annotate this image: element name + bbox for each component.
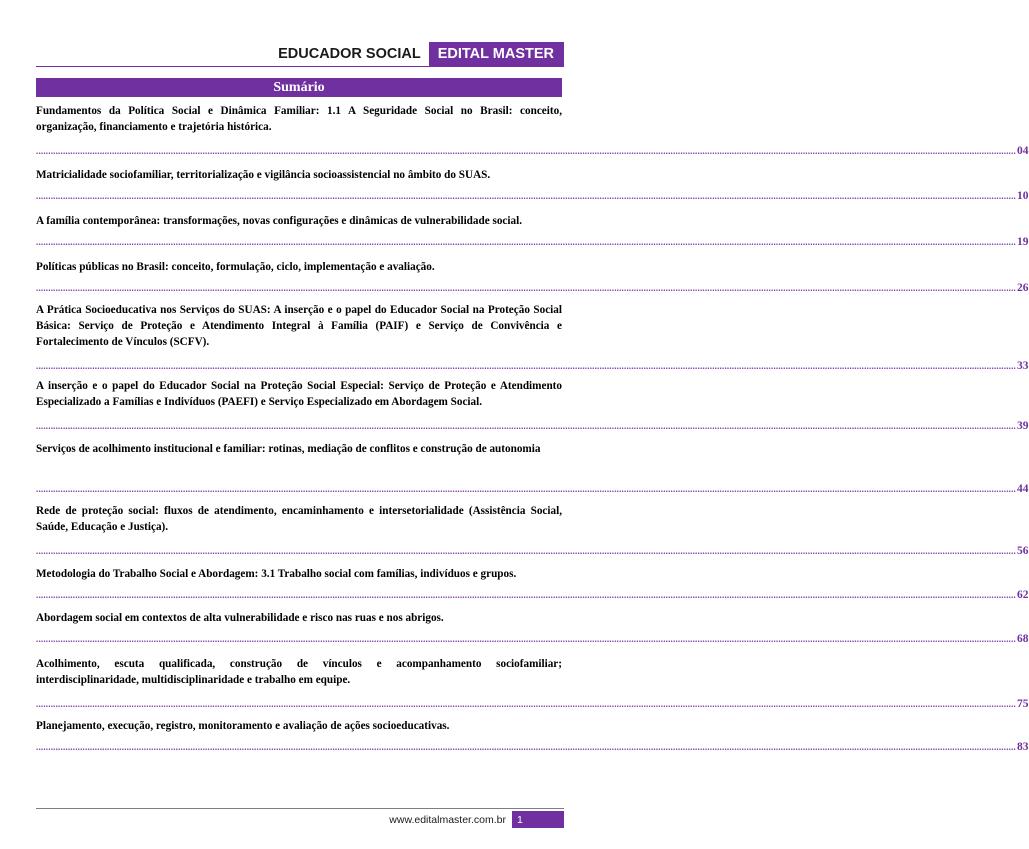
toc-entry-title: Metodologia do Trabalho Social e Abordagem: 3.1 Trabalho social com famílias, indivíduos e grupos. bbox=[36, 568, 517, 580]
toc-page-number: 19 bbox=[1017, 236, 1029, 248]
toc-entry-title: Planejamento, execução, registro, monitoramento e avaliação de ações socioeducativas. bbox=[36, 720, 450, 732]
toc-dot-leader: ................................................................................................................................................................................................................................................................................................................................................................................................................ bbox=[36, 146, 1016, 156]
toc-entry[interactable] bbox=[36, 503, 1029, 557]
toc-dot-leader: ................................................................................................................................................................................................................................................................................................................................................................................................................ bbox=[36, 237, 1016, 247]
toc-dot-leader: ................................................................................................................................................................................................................................................................................................................................................................................................................ bbox=[36, 699, 1016, 709]
toc-leader-row bbox=[36, 588, 1029, 602]
toc-dot-leader: ................................................................................................................................................................................................................................................................................................................................................................................................................ bbox=[36, 283, 1016, 293]
header-divider bbox=[36, 66, 564, 67]
toc-page-number: 33 bbox=[1017, 360, 1029, 372]
toc-dot-leader: ................................................................................................................................................................................................................................................................................................................................................................................................................ bbox=[36, 742, 1016, 752]
sumario-title-bar bbox=[36, 78, 562, 97]
toc-entry[interactable] bbox=[36, 656, 1029, 710]
footer-divider bbox=[36, 808, 564, 809]
toc-page-number: 62 bbox=[1017, 589, 1029, 601]
toc-page-number: 44 bbox=[1017, 483, 1029, 495]
toc-entry-title: Rede de proteção social: fluxos de atendimento, encaminhamento e intersetorialidade (Assistência Social, Saúde, Educação e Justiça). bbox=[36, 505, 562, 533]
toc-leader-row bbox=[36, 359, 1029, 373]
toc-entry[interactable] bbox=[36, 259, 1029, 294]
toc-page-number: 26 bbox=[1017, 282, 1029, 294]
toc-entry[interactable] bbox=[36, 441, 1029, 495]
header-subject: EDUCADOR SOCIAL bbox=[278, 46, 421, 62]
toc-page-number: 68 bbox=[1017, 633, 1029, 645]
footer-page-number: 1 bbox=[512, 811, 564, 828]
toc-entry-title: A família contemporânea: transformações, novas configurações e dinâmicas de vulnerabilidade social. bbox=[36, 215, 523, 227]
toc-entry[interactable] bbox=[36, 213, 1029, 248]
header-brand-badge: EDITAL MASTER bbox=[429, 42, 564, 66]
toc-page-number: 39 bbox=[1017, 420, 1029, 432]
toc-entry[interactable] bbox=[36, 302, 1029, 372]
toc-entry[interactable] bbox=[36, 718, 1029, 753]
page-header bbox=[278, 42, 564, 66]
toc-entry-title: A Prática Socioeducativa nos Serviços do SUAS: A inserção e o papel do Educador Social na Proteção Social Básica: Serviço de Proteção e Atendimento Integral à Família (PAIF) e Serviço de Convivência e Fortalecimento de Vínculos (SCFV). bbox=[36, 304, 562, 348]
toc-entry-title: Políticas públicas no Brasil: conceito, formulação, ciclo, implementação e avaliação. bbox=[36, 261, 435, 273]
toc-page-number: 83 bbox=[1017, 741, 1029, 753]
toc-page-number: 75 bbox=[1017, 698, 1029, 710]
toc-entry[interactable] bbox=[36, 167, 1029, 202]
toc-page-number: 04 bbox=[1017, 145, 1029, 157]
toc-leader-row bbox=[36, 189, 1029, 203]
page-footer bbox=[389, 811, 564, 828]
toc-leader-row bbox=[36, 544, 1029, 558]
toc-entry-title: A inserção e o papel do Educador Social na Proteção Social Especial: Serviço de Proteção e Atendimento Especializado a Famílias e Indivíduos (PAEFI) e Serviço Especializado em Abordagem Social. bbox=[36, 380, 562, 408]
toc-dot-leader: ................................................................................................................................................................................................................................................................................................................................................................................................................ bbox=[36, 191, 1016, 201]
toc-entry-title: Acolhimento, escuta qualificada, construção de vínculos e acompanhamento sociofamiliar; interdisciplinaridade, multidisciplinaridade e trabalho em equipe. bbox=[36, 658, 562, 686]
toc-dot-leader: ................................................................................................................................................................................................................................................................................................................................................................................................................ bbox=[36, 590, 1016, 600]
toc-entry-title: Matricialidade sociofamiliar, territorialização e vigilância socioassistencial no âmbito do SUAS. bbox=[36, 169, 491, 181]
toc-dot-leader: ................................................................................................................................................................................................................................................................................................................................................................................................................ bbox=[36, 421, 1016, 431]
toc-leader-row bbox=[36, 144, 1029, 158]
toc-leader-row bbox=[36, 740, 1029, 754]
toc-entry[interactable] bbox=[36, 378, 1029, 432]
sumario-title: Sumário bbox=[273, 79, 325, 95]
toc-entry[interactable] bbox=[36, 103, 1029, 157]
toc-leader-row bbox=[36, 419, 1029, 433]
toc-entry[interactable] bbox=[36, 566, 1029, 601]
toc-dot-leader: ................................................................................................................................................................................................................................................................................................................................................................................................................ bbox=[36, 361, 1016, 371]
toc-entry-title: Abordagem social em contextos de alta vulnerabilidade e risco nas ruas e nos abrigos. bbox=[36, 612, 444, 624]
toc-leader-row bbox=[36, 482, 1029, 496]
toc-leader-row bbox=[36, 697, 1029, 711]
toc-page-number: 10 bbox=[1017, 190, 1029, 202]
toc-dot-leader: ................................................................................................................................................................................................................................................................................................................................................................................................................ bbox=[36, 546, 1016, 556]
toc-leader-row bbox=[36, 235, 1029, 249]
toc-entry-title: Serviços de acolhimento institucional e familiar: rotinas, mediação de conflitos e construção de autonomia bbox=[36, 443, 541, 455]
toc-leader-row bbox=[36, 281, 1029, 295]
footer-url-link[interactable]: www.editalmaster.com.br bbox=[389, 813, 506, 826]
toc-leader-row bbox=[36, 632, 1029, 646]
toc-entry[interactable] bbox=[36, 610, 1029, 645]
toc-page-number: 56 bbox=[1017, 545, 1029, 557]
toc-dot-leader: ................................................................................................................................................................................................................................................................................................................................................................................................................ bbox=[36, 634, 1016, 644]
toc-entry-title: Fundamentos da Política Social e Dinâmica Familiar: 1.1 A Seguridade Social no Brasil: conceito, organização, financiamento e trajetória histórica. bbox=[36, 105, 562, 133]
toc-dot-leader: ................................................................................................................................................................................................................................................................................................................................................................................................................ bbox=[36, 484, 1016, 494]
